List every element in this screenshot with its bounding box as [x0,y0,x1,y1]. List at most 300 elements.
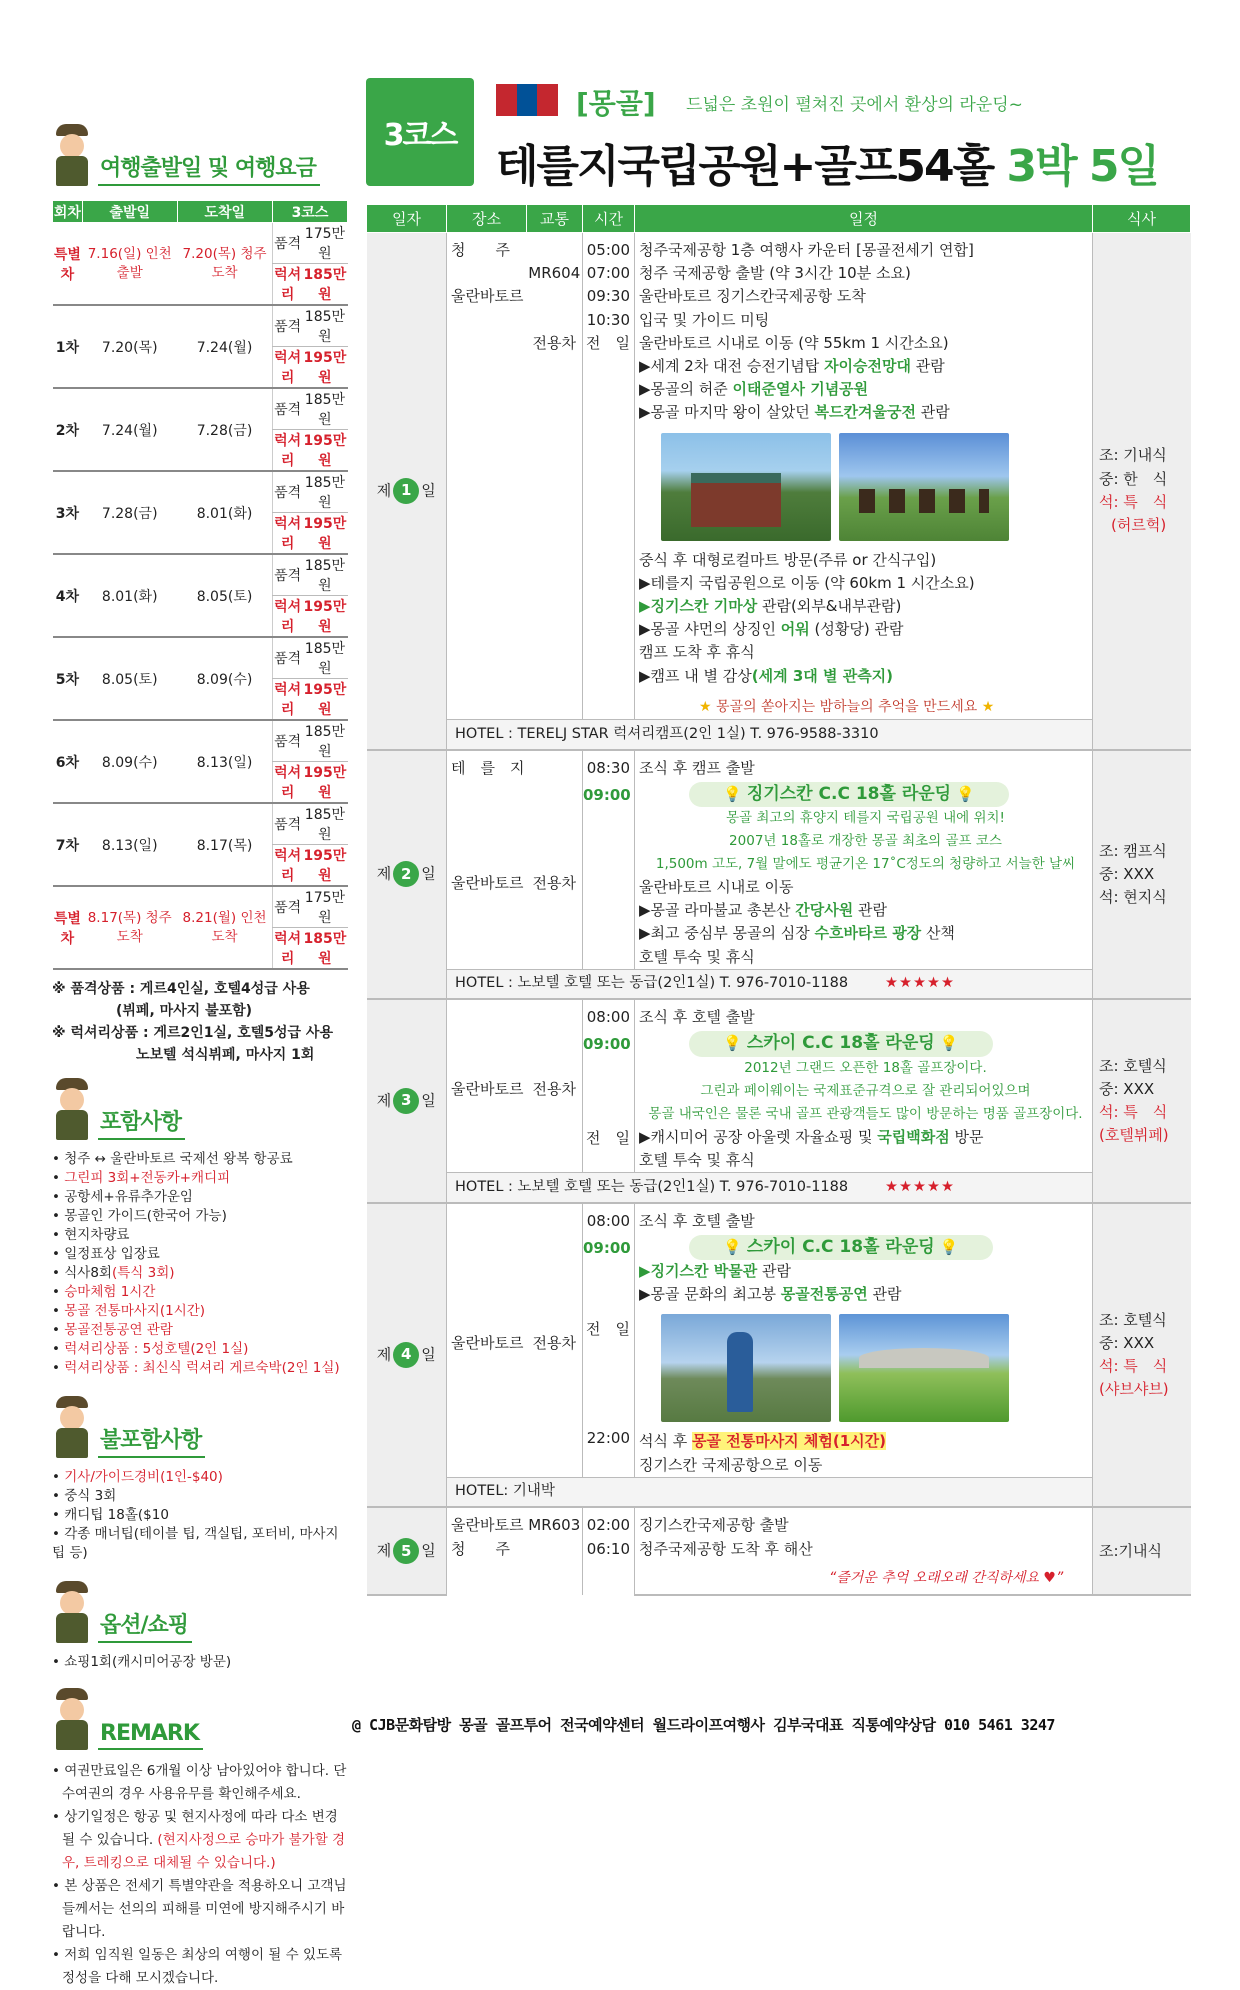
closing-message: “즐거운 추억 오래오래 간직하세요 ♥” [829,1569,1064,1586]
place: 울란바토르 [451,1516,524,1535]
highlight: (세계 3대 별 관측지) [751,666,894,685]
highlight: 이태준열사 기념공원 [732,380,869,399]
day-row-3 [367,999,1191,1172]
schedule-line: 청주 국제공항 출발 (약 3시간 10분 소요) [639,264,911,283]
star-icon: ★ [977,698,995,715]
fare-price-luxury: 195만원 [302,430,347,472]
fare-departure: 7.24(월) [82,388,177,471]
fare-grade-standard: 품격 [272,886,302,928]
day1-meals [1093,233,1191,750]
list-item [52,1468,348,1487]
fare-departure: 8.01(화) [82,554,177,637]
day-number-badge: 4 [393,1342,419,1368]
fare-round: 5차 [53,637,83,720]
remark-text: 저희 임직원 일동은 최상의 여행이 될 수 있도록 정성을 다해 모시겠습니다. [62,1947,343,1986]
list-item [52,1321,348,1340]
fare-departure: 8.09(수) [82,720,177,803]
time: 10:30 [586,310,630,329]
day3-hotel-row [367,1173,1191,1203]
day3-times [583,999,635,1172]
highlight: 몽골전통공연 [780,1285,868,1304]
time: 06:10 [586,1539,630,1558]
text: 관람 [853,901,887,920]
meal: 조: 캠프식 [1099,841,1167,860]
itin-header-day: 일자 [367,205,447,233]
list-item-text: 몽골 전통마사지(1시간) [64,1303,206,1319]
fare-grade-standard: 품격 [272,388,302,430]
text: 관람 [867,1285,902,1304]
fare-note: (뷔페, 마사지 불포함) [116,1003,253,1019]
fare-arrival: 7.28(금) [177,388,272,471]
schedule-line: 징기스칸국제공항 출발 [639,1516,789,1535]
text: 관람 [911,357,945,376]
bulb-icon: 💡 [723,1237,747,1256]
time: 08:00 [586,1211,630,1230]
section-header-remark [52,1684,348,1750]
golf-round-pill [639,1235,1092,1260]
meal: 조: 호텔식 [1099,1056,1167,1075]
fare-price-standard: 185만원 [302,803,347,845]
time: 09:00 [583,1035,631,1054]
list-item: • 쇼핑1회(캐시미어공장 방문) [52,1653,348,1672]
fare-row [53,388,348,430]
fare-price-luxury: 195만원 [302,679,347,721]
text: 관람(외부&내부관람) [757,597,902,616]
fare-grade-standard: 품격 [272,720,302,762]
palace-photo [661,433,831,541]
fare-row [53,637,348,679]
day3-meals [1093,999,1191,1202]
day-row-5 [367,1507,1191,1595]
star-rating: ★★★★★ [884,1178,955,1195]
day-prefix: 제 [376,1541,392,1560]
schedule-line [639,1126,1092,1149]
highlight: ▶징기스칸 박물관 [639,1261,758,1280]
day2-times [583,750,635,970]
mascot-icon [52,1688,92,1750]
schedule-line: 조식 후 호텔 출발 [639,1211,755,1230]
text: ▶최고 중심부 몽골의 심장 [639,924,815,943]
fare-grade-standard: 품격 [272,803,302,845]
fare-grade-standard: 품격 [272,471,302,513]
mascot-icon [52,1396,92,1458]
section-title-remark: REMARK [98,1721,203,1750]
remark-text: 여권만료일은 6개월 이상 남아있어야 합니다. 단수여권의 경우 사용유무를 확인해주세요. [62,1763,347,1802]
hotel-info: HOTEL: 기내박 [447,1477,1093,1507]
text: ▶몽골 마지막 왕이 살았던 [639,403,815,422]
schedule-line: 호텔 투숙 및 휴식 [639,947,755,966]
footer-contact: @ CJB문화탐방 몽골 골프투어 전국예약센터 월드라이프여행사 김부국대표 직통예약상담 010 5461 3247 [352,1716,1055,1734]
highlight: 자이승전망대 [824,357,912,376]
day1-photos [661,433,1092,541]
course-desc: 몽골 최고의 휴양지 테를지 국립공원 내에 위치! [726,809,1005,826]
list-item-text: 각종 매너팁(테이블 팁, 객실팁, 포터비, 마사지팁 등) [52,1526,339,1561]
fare-arrival: 8.21(월) 인천도착 [177,886,272,969]
day-label-3 [367,999,447,1202]
fare-notes [52,978,348,1066]
title-days: 5일 [1088,141,1159,192]
fare-departure: 8.13(일) [82,803,177,886]
schedule-line: 울란바토르 징기스칸국제공항 도착 [639,287,866,306]
golf-course-photo [839,1314,1009,1422]
bulb-icon: 💡 [723,784,747,803]
text: 관람 [757,1261,791,1280]
schedule-line [639,922,1092,945]
slogan-text: 몽골의 쏟아지는 밤하늘의 추억을 만드세요 [716,698,978,715]
fare-price-standard: 185만원 [302,471,347,513]
schedule-line [639,1283,1092,1306]
course-desc: 2007년 18홀로 개장한 몽골 최초의 골프 코스 [729,832,1002,849]
schedule-line [639,1260,1092,1283]
time: 02:00 [586,1516,630,1535]
fare-grade-standard: 품격 [272,305,302,347]
text: ▶세계 2차 대전 승전기념탑 [639,357,825,376]
day1-schedule [635,233,1093,720]
schedule-line [639,378,1092,401]
time: 전 일 [586,333,630,352]
list-item-extra: (특식 3회) [111,1265,175,1281]
page-title [496,130,1158,194]
tagline: 드넓은 초원이 펼쳐진 곳에서 환상의 라운딩~ [686,95,1023,115]
list-item-text: 몽골전통공연 관람 [64,1322,173,1338]
day-number-badge: 5 [393,1538,419,1564]
included-list [52,1150,348,1378]
time: 09:30 [586,287,630,306]
section-title-excluded: 불포함사항 [98,1423,205,1458]
fare-price-luxury: 195만원 [302,845,347,887]
list-item-text: 식사8회 [64,1265,112,1281]
meal: 중: XXX [1099,1079,1155,1098]
itin-header-time: 시간 [583,205,635,233]
mascot-icon [52,1581,92,1643]
fare-table [52,200,348,970]
schedule-line: 조식 후 캠프 출발 [639,758,755,777]
fare-row [53,223,348,264]
day5-schedule [635,1507,1093,1595]
place: 테 를 지 [451,758,525,777]
day-prefix: 제 [376,864,392,883]
schedule-line: 울란바토르 시내로 이동 [639,877,794,896]
golf-round-pill [639,1031,1092,1056]
left-column [52,120,348,1990]
fare-row [53,554,348,596]
fare-round: 7차 [53,803,83,886]
schedule-line: 중식 후 대형로컬마트 방문(주류 or 간식구입) [639,550,937,569]
day-suffix: 일 [421,1091,436,1110]
fare-grade-luxury: 럭셔리 [272,264,302,306]
rainbow-slogan [699,696,1092,719]
fare-arrival: 7.24(월) [177,305,272,388]
fare-price-luxury: 195만원 [302,513,347,555]
fare-price-standard: 185만원 [302,637,347,679]
transport: 전용차 [532,333,576,352]
fare-grade-luxury: 럭셔리 [272,928,302,970]
fare-price-standard: 185만원 [302,305,347,347]
title-main: 테를지국립공원+골프54홀 [496,141,994,192]
fare-note: ※ 럭셔리상품 : 게르2인1실, 호텔5성급 사용 [52,1025,333,1041]
fare-grade-luxury: 럭셔리 [272,430,302,472]
section-header-excluded [52,1392,348,1458]
fare-price-luxury: 185만원 [302,264,347,306]
fare-note: 노보텔 석식뷔페, 마사지 1회 [136,1047,315,1063]
list-item [52,1188,348,1207]
list-item-text: 현지차량료 [64,1227,130,1243]
day-prefix: 제 [376,1091,392,1110]
text: 석식 후 [639,1432,693,1451]
time: 07:00 [586,264,630,283]
fare-header-arr: 도착일 [177,201,272,223]
list-item-text: 청주 ↔ 울란바토르 국제선 왕복 항공료 [64,1151,293,1167]
fare-grade-luxury: 럭셔리 [272,762,302,804]
meal: 조: 호텔식 [1099,1310,1167,1329]
fare-row [53,886,348,928]
day-suffix: 일 [421,481,436,500]
fare-row [53,471,348,513]
text: 방문 [949,1127,984,1146]
day-suffix: 일 [421,864,436,883]
day-row-2 [367,750,1191,970]
highlight: 국립백화점 [877,1127,950,1146]
day4-meals [1093,1203,1191,1508]
list-item [52,1302,348,1321]
fare-grade-luxury: 럭셔리 [272,845,302,887]
day-number-badge: 2 [393,861,419,887]
fare-price-luxury: 185만원 [302,928,347,970]
remark-list [52,1760,348,1990]
list-item-text: 그린피 3회+전동카+캐디피 [64,1170,231,1186]
fare-price-luxury: 195만원 [302,762,347,804]
bulb-icon: 💡 [934,1237,959,1256]
remark-text-red: (현지사정으로 승마가 불가할 경우, 트레킹으로 대체될 수 있습니다.) [62,1832,346,1871]
day4-hotel-row [367,1477,1191,1507]
title-nights: 3박 [1006,141,1076,192]
day-prefix: 제 [376,481,392,500]
day-row-1 [367,233,1191,720]
fare-round: 3차 [53,471,83,554]
time: 전 일 [586,1128,630,1147]
transport: 전용차 [532,873,576,892]
remark-item [52,1760,348,1806]
fare-departure: 8.17(목) 청주도착 [82,886,177,969]
bulb-icon: 💡 [951,784,976,803]
list-item [52,1264,348,1283]
course-desc: 몽골 내국인은 물론 국내 골프 관광객들도 많이 방문하는 명품 골프장이다. [648,1105,1083,1122]
region-label: [몽골] [576,87,656,120]
fare-round: 1차 [53,305,83,388]
golfer-photo [661,1314,831,1422]
schedule-line [639,1430,1092,1453]
highlight: 간당사원 [795,901,854,920]
day1-places [447,233,527,720]
fare-price-standard: 185만원 [302,388,347,430]
schedule-line: 청주국제공항 도착 후 해산 [639,1539,813,1558]
day2-transport [527,750,583,970]
time: 22:00 [586,1429,630,1448]
fare-price-luxury: 195만원 [302,347,347,389]
text: (성황당) 관람 [809,620,904,639]
hotel-info: HOTEL : TERELJ STAR 럭셔리캠프(2인 1실) T. 976-9588-3310 [447,720,1093,750]
text: ▶몽골 라마불교 총본산 [639,901,796,920]
meal: 조: 기내식 [1099,446,1167,465]
place: 청 주 [451,1539,510,1558]
schedule-line: 징기스칸 국제공항으로 이동 [639,1455,823,1474]
itin-header-meals: 식사 [1093,205,1191,233]
schedule-line: 캠프 도착 후 휴식 [639,643,755,662]
day5-meals [1093,1507,1191,1595]
itinerary-table [366,204,1191,1596]
day2-hotel-row [367,969,1191,999]
meal: 석: 특 식 [1099,492,1168,511]
fare-grade-luxury: 럭셔리 [272,679,302,721]
day5-places [447,1507,527,1595]
day-suffix: 일 [421,1345,436,1364]
fare-price-standard: 185만원 [302,554,347,596]
golf-round-pill [639,782,1092,807]
day2-places [447,750,527,970]
itin-header-schedule: 일정 [635,205,1093,233]
list-item-text: 중식 3회 [64,1488,117,1504]
highlight: 어워 [780,620,810,639]
fare-arrival: 7.20(목) 청주도착 [177,223,272,306]
list-item [52,1359,348,1378]
bulb-icon: 💡 [723,1034,747,1053]
day1-times [583,233,635,720]
fare-round: 4차 [53,554,83,637]
meal: 중: XXX [1099,864,1155,883]
day5-times [583,1507,635,1595]
day-suffix: 일 [421,1541,436,1560]
time: 08:00 [586,1008,630,1027]
remark-text: 상기일정은 항공 및 현지사정에 따라 다소 변경될 수 있습니다. [62,1809,338,1848]
fare-grade-standard: 품격 [272,554,302,596]
remark-text: 본 상품은 전세기 특별약관을 적용하오니 고객님들께서는 선의의 피해를 미연에 방지해주시기 바랍니다. [62,1878,347,1940]
schedule-line: 청주국제공항 1층 여행사 카운터 [몽골전세기 연합] [639,241,974,259]
mongolia-flag-icon [496,84,558,116]
text: 산책 [921,924,955,943]
day-label-5 [367,1507,447,1595]
fare-arrival: 8.13(일) [177,720,272,803]
remark-item [52,1806,348,1875]
round-title: 스카이 C.C 18홀 라운딩 [746,1236,935,1257]
place: 울란바토르 [447,1203,527,1478]
schedule-line [639,665,1092,688]
list-item-text: 승마체험 1시간 [64,1284,156,1300]
text: ▶캐시미어 공장 아울렛 자율쇼핑 및 [639,1127,878,1146]
fare-round: 특별차 [53,886,83,969]
day4-times [583,1203,635,1478]
hotel-info [447,969,1093,999]
place: 청 주 [451,241,510,259]
fare-departure: 7.20(목) [82,305,177,388]
meal: 중: XXX [1099,1333,1155,1352]
fare-round: 2차 [53,388,83,471]
fare-note: ※ 품격상품 : 게르4인실, 호텔4성급 사용 [52,981,310,997]
fare-arrival: 8.09(수) [177,637,272,720]
schedule-line: 울란바토르 시내로 이동 (약 55km 1 시간소요) [639,333,949,352]
list-item-text: 럭셔리상품 : 5성호텔(2인 1실) [64,1341,249,1357]
day-label-2 [367,750,447,1000]
fare-round: 특별차 [53,223,83,306]
flight-number: MR603 [528,1516,581,1535]
round-title: 징기스칸 C.C 18홀 라운딩 [746,783,952,804]
section-title-fares: 여행출발일 및 여행요금 [98,151,320,186]
meal: (허르헉) [1111,515,1167,534]
fare-arrival: 8.01(화) [177,471,272,554]
list-item [52,1283,348,1302]
section-title-included: 포함사항 [98,1105,185,1140]
schedule-line [639,618,1092,641]
horse-riding-photo [839,433,1009,541]
fare-departure: 7.16(일) 인천출발 [82,223,177,306]
transport: 전용차 [532,1333,576,1352]
schedule-line: 입국 및 가이드 미팅 [639,310,770,329]
fare-grade-standard: 품격 [272,223,302,264]
day3-schedule [635,999,1093,1172]
hotel-text: HOTEL : 노보텔 호텔 또는 동급(2인1실) T. 976-7010-1188 [455,1178,849,1195]
day-prefix: 제 [376,1345,392,1364]
list-item [52,1150,348,1169]
meal: 석: 특 식 [1099,1356,1168,1375]
fare-grade-luxury: 럭셔리 [272,347,302,389]
fare-departure: 8.05(토) [82,637,177,720]
remark-item [52,1944,348,1990]
time: 09:00 [583,1238,631,1257]
list-item [52,1226,348,1245]
fare-departure: 7.28(금) [82,471,177,554]
fare-price-standard: 175만원 [302,223,347,264]
list-item [52,1169,348,1188]
day2-schedule [635,750,1093,970]
section-title-options: 옵션/쇼핑 [98,1608,192,1643]
schedule-line: ▶테를지 국립공원으로 이동 (약 60km 1 시간소요) [639,573,975,592]
course-badge: 3코스 [366,78,474,186]
place: 울란바토르 [447,999,527,1172]
day-number-badge: 3 [393,1088,419,1114]
schedule-line: 호텔 투숙 및 휴식 [639,1150,755,1169]
fare-arrival: 8.05(토) [177,554,272,637]
schedule-line [639,401,1092,424]
day-label-1 [367,233,447,750]
hotel-text: HOTEL : 노보텔 호텔 또는 동급(2인1실) T. 976-7010-1188 [455,975,849,992]
time: 09:00 [583,785,631,804]
remark-item [52,1875,348,1944]
section-header-fares [52,120,348,186]
day-number-badge: 1 [393,478,419,504]
schedule-line [639,595,1092,618]
list-item-text: 럭셔리상품 : 최신식 럭셔리 게르숙박(2인 1실) [64,1360,340,1376]
time: 전 일 [586,1319,630,1338]
fare-round: 6차 [53,720,83,803]
list-item [52,1245,348,1264]
fare-price-standard: 175만원 [302,886,347,928]
fare-row [53,720,348,762]
round-title: 스카이 C.C 18홀 라운딩 [746,1033,935,1054]
itin-header-place: 장소 [447,205,527,233]
schedule-line [639,355,1092,378]
transport: 전용차 [532,1079,576,1098]
flight-number: MR604 [528,264,581,283]
mascot-icon [52,124,92,186]
star-icon: ★ [699,698,717,715]
list-item-text: 캐디팁 18홀($10 [64,1507,169,1523]
page-header [366,78,1226,192]
place: 울란바토르 [451,287,524,306]
highlight: 수흐바타르 광장 [814,924,922,943]
fare-header-round: 회차 [53,201,83,223]
meal: (호텔뷔페) [1099,1126,1169,1145]
fare-price-standard: 185만원 [302,720,347,762]
fare-header-dep: 출발일 [82,201,177,223]
